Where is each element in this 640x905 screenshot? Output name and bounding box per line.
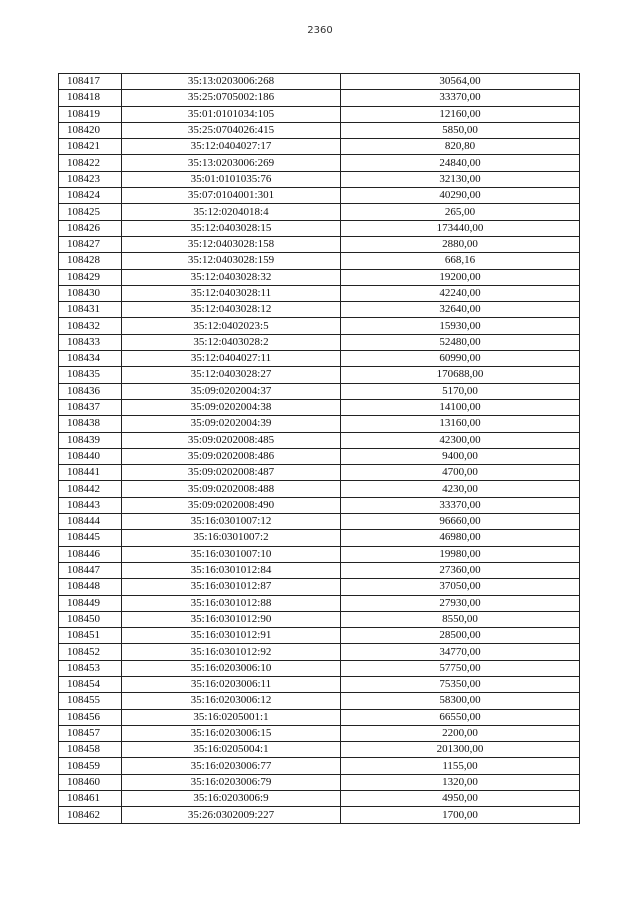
value-cell: 4700,00 bbox=[341, 465, 580, 481]
value-cell: 14100,00 bbox=[341, 399, 580, 415]
cadastral-number-cell: 35:16:0203006:10 bbox=[122, 660, 341, 676]
row-number-cell: 108418 bbox=[59, 90, 122, 106]
page-number: 2360 bbox=[307, 25, 333, 36]
cadastral-number-cell: 35:12:0403028:158 bbox=[122, 236, 341, 252]
cadastral-number-cell: 35:09:0202004:38 bbox=[122, 399, 341, 415]
value-cell: 32130,00 bbox=[341, 171, 580, 187]
row-number-cell: 108434 bbox=[59, 351, 122, 367]
value-cell: 19200,00 bbox=[341, 269, 580, 285]
row-number-cell: 108427 bbox=[59, 236, 122, 252]
table-row bbox=[59, 595, 580, 611]
table-row bbox=[59, 465, 580, 481]
table-row bbox=[59, 546, 580, 562]
table-row bbox=[59, 188, 580, 204]
cadastral-number-cell: 35:16:0301007:10 bbox=[122, 546, 341, 562]
value-cell: 24840,00 bbox=[341, 155, 580, 171]
cadastral-number-cell: 35:16:0203006:15 bbox=[122, 725, 341, 741]
table-row bbox=[59, 530, 580, 546]
row-number-cell: 108431 bbox=[59, 302, 122, 318]
cadastral-number-cell: 35:16:0203006:12 bbox=[122, 693, 341, 709]
value-cell: 13160,00 bbox=[341, 416, 580, 432]
value-cell: 265,00 bbox=[341, 204, 580, 220]
value-cell: 668,16 bbox=[341, 253, 580, 269]
cadastral-number-cell: 35:16:0203006:9 bbox=[122, 791, 341, 807]
cadastral-number-cell: 35:12:0402023:5 bbox=[122, 318, 341, 334]
table-row bbox=[59, 122, 580, 138]
cadastral-number-cell: 35:12:0403028:2 bbox=[122, 334, 341, 350]
row-number-cell: 108452 bbox=[59, 644, 122, 660]
value-cell: 30564,00 bbox=[341, 74, 580, 90]
value-cell: 32640,00 bbox=[341, 302, 580, 318]
value-cell: 8550,00 bbox=[341, 611, 580, 627]
cadastral-number-cell: 35:12:0403028:11 bbox=[122, 285, 341, 301]
table-row bbox=[59, 334, 580, 350]
value-cell: 96660,00 bbox=[341, 514, 580, 530]
row-number-cell: 108445 bbox=[59, 530, 122, 546]
cadastral-number-cell: 35:12:0403028:12 bbox=[122, 302, 341, 318]
cadastral-number-cell: 35:13:0203006:268 bbox=[122, 74, 341, 90]
cadastral-number-cell: 35:16:0301007:2 bbox=[122, 530, 341, 546]
row-number-cell: 108444 bbox=[59, 514, 122, 530]
value-cell: 33370,00 bbox=[341, 90, 580, 106]
row-number-cell: 108450 bbox=[59, 611, 122, 627]
row-number-cell: 108428 bbox=[59, 253, 122, 269]
row-number-cell: 108443 bbox=[59, 497, 122, 513]
row-number-cell: 108433 bbox=[59, 334, 122, 350]
value-cell: 1320,00 bbox=[341, 774, 580, 790]
table-row bbox=[59, 758, 580, 774]
table-row bbox=[59, 676, 580, 692]
value-cell: 2200,00 bbox=[341, 725, 580, 741]
value-cell: 820,80 bbox=[341, 139, 580, 155]
table-body bbox=[59, 74, 580, 824]
table-row bbox=[59, 725, 580, 741]
table-row bbox=[59, 644, 580, 660]
row-number-cell: 108459 bbox=[59, 758, 122, 774]
table-row bbox=[59, 383, 580, 399]
cadastral-number-cell: 35:16:0301012:84 bbox=[122, 562, 341, 578]
cadastral-number-cell: 35:16:0205001:1 bbox=[122, 709, 341, 725]
cadastral-number-cell: 35:07:0104001:301 bbox=[122, 188, 341, 204]
table-row bbox=[59, 302, 580, 318]
cadastral-number-cell: 35:12:0204018:4 bbox=[122, 204, 341, 220]
table-row bbox=[59, 285, 580, 301]
cadastral-number-cell: 35:09:0202008:485 bbox=[122, 432, 341, 448]
cadastral-number-cell: 35:16:0203006:79 bbox=[122, 774, 341, 790]
table-row bbox=[59, 791, 580, 807]
cadastral-number-cell: 35:16:0301012:92 bbox=[122, 644, 341, 660]
value-cell: 9400,00 bbox=[341, 448, 580, 464]
value-cell: 2880,00 bbox=[341, 236, 580, 252]
row-number-cell: 108460 bbox=[59, 774, 122, 790]
table-row bbox=[59, 416, 580, 432]
row-number-cell: 108440 bbox=[59, 448, 122, 464]
table-row bbox=[59, 90, 580, 106]
value-cell: 170688,00 bbox=[341, 367, 580, 383]
value-cell: 5170,00 bbox=[341, 383, 580, 399]
cadastral-number-cell: 35:12:0404027:17 bbox=[122, 139, 341, 155]
row-number-cell: 108438 bbox=[59, 416, 122, 432]
value-cell: 5850,00 bbox=[341, 122, 580, 138]
cadastral-number-cell: 35:12:0404027:11 bbox=[122, 351, 341, 367]
table-row bbox=[59, 448, 580, 464]
row-number-cell: 108455 bbox=[59, 693, 122, 709]
row-number-cell: 108442 bbox=[59, 481, 122, 497]
table-row bbox=[59, 318, 580, 334]
row-number-cell: 108439 bbox=[59, 432, 122, 448]
table-row bbox=[59, 709, 580, 725]
row-number-cell: 108451 bbox=[59, 628, 122, 644]
cadastral-number-cell: 35:16:0301012:87 bbox=[122, 579, 341, 595]
cadastral-number-cell: 35:09:0202008:488 bbox=[122, 481, 341, 497]
row-number-cell: 108461 bbox=[59, 791, 122, 807]
table-row bbox=[59, 106, 580, 122]
table-row bbox=[59, 139, 580, 155]
value-cell: 37050,00 bbox=[341, 579, 580, 595]
value-cell: 173440,00 bbox=[341, 220, 580, 236]
cadastral-number-cell: 35:16:0203006:77 bbox=[122, 758, 341, 774]
row-number-cell: 108426 bbox=[59, 220, 122, 236]
row-number-cell: 108454 bbox=[59, 676, 122, 692]
row-number-cell: 108432 bbox=[59, 318, 122, 334]
row-number-cell: 108446 bbox=[59, 546, 122, 562]
cadastral-number-cell: 35:09:0202008:490 bbox=[122, 497, 341, 513]
row-number-cell: 108421 bbox=[59, 139, 122, 155]
row-number-cell: 108456 bbox=[59, 709, 122, 725]
value-cell: 66550,00 bbox=[341, 709, 580, 725]
value-cell: 1700,00 bbox=[341, 807, 580, 823]
row-number-cell: 108447 bbox=[59, 562, 122, 578]
cadastral-number-cell: 35:12:0403028:32 bbox=[122, 269, 341, 285]
value-cell: 46980,00 bbox=[341, 530, 580, 546]
value-cell: 60990,00 bbox=[341, 351, 580, 367]
cadastral-number-cell: 35:16:0301012:90 bbox=[122, 611, 341, 627]
table-row bbox=[59, 253, 580, 269]
table-row bbox=[59, 269, 580, 285]
cadastral-number-cell: 35:09:0202004:37 bbox=[122, 383, 341, 399]
cadastral-value-table bbox=[58, 73, 580, 824]
table-row bbox=[59, 220, 580, 236]
cadastral-number-cell: 35:16:0205004:1 bbox=[122, 742, 341, 758]
row-number-cell: 108457 bbox=[59, 725, 122, 741]
value-cell: 12160,00 bbox=[341, 106, 580, 122]
value-cell: 1155,00 bbox=[341, 758, 580, 774]
table-row bbox=[59, 514, 580, 530]
cadastral-number-cell: 35:12:0403028:15 bbox=[122, 220, 341, 236]
row-number-cell: 108420 bbox=[59, 122, 122, 138]
table-row bbox=[59, 611, 580, 627]
cadastral-number-cell: 35:09:0202008:487 bbox=[122, 465, 341, 481]
value-cell: 42240,00 bbox=[341, 285, 580, 301]
table-row bbox=[59, 774, 580, 790]
table-row bbox=[59, 171, 580, 187]
value-cell: 27930,00 bbox=[341, 595, 580, 611]
cadastral-number-cell: 35:16:0301012:91 bbox=[122, 628, 341, 644]
value-cell: 33370,00 bbox=[341, 497, 580, 513]
table-row bbox=[59, 497, 580, 513]
table-row bbox=[59, 481, 580, 497]
value-cell: 27360,00 bbox=[341, 562, 580, 578]
table-row bbox=[59, 204, 580, 220]
table-row bbox=[59, 742, 580, 758]
row-number-cell: 108441 bbox=[59, 465, 122, 481]
row-number-cell: 108436 bbox=[59, 383, 122, 399]
value-cell: 4230,00 bbox=[341, 481, 580, 497]
row-number-cell: 108430 bbox=[59, 285, 122, 301]
row-number-cell: 108453 bbox=[59, 660, 122, 676]
row-number-cell: 108422 bbox=[59, 155, 122, 171]
cadastral-number-cell: 35:25:0704026:415 bbox=[122, 122, 341, 138]
cadastral-number-cell: 35:16:0301012:88 bbox=[122, 595, 341, 611]
row-number-cell: 108462 bbox=[59, 807, 122, 823]
row-number-cell: 108437 bbox=[59, 399, 122, 415]
value-cell: 58300,00 bbox=[341, 693, 580, 709]
cadastral-number-cell: 35:09:0202004:39 bbox=[122, 416, 341, 432]
row-number-cell: 108449 bbox=[59, 595, 122, 611]
table-row bbox=[59, 351, 580, 367]
cadastral-number-cell: 35:12:0403028:159 bbox=[122, 253, 341, 269]
value-cell: 34770,00 bbox=[341, 644, 580, 660]
table-row bbox=[59, 399, 580, 415]
value-cell: 15930,00 bbox=[341, 318, 580, 334]
value-cell: 201300,00 bbox=[341, 742, 580, 758]
row-number-cell: 108458 bbox=[59, 742, 122, 758]
table-row bbox=[59, 432, 580, 448]
value-cell: 57750,00 bbox=[341, 660, 580, 676]
row-number-cell: 108424 bbox=[59, 188, 122, 204]
row-number-cell: 108448 bbox=[59, 579, 122, 595]
table-row bbox=[59, 74, 580, 90]
row-number-cell: 108435 bbox=[59, 367, 122, 383]
value-cell: 40290,00 bbox=[341, 188, 580, 204]
row-number-cell: 108423 bbox=[59, 171, 122, 187]
cadastral-number-cell: 35:12:0403028:27 bbox=[122, 367, 341, 383]
value-cell: 28500,00 bbox=[341, 628, 580, 644]
cadastral-number-cell: 35:09:0202008:486 bbox=[122, 448, 341, 464]
cadastral-number-cell: 35:01:0101035:76 bbox=[122, 171, 341, 187]
cadastral-number-cell: 35:26:0302009:227 bbox=[122, 807, 341, 823]
row-number-cell: 108429 bbox=[59, 269, 122, 285]
row-number-cell: 108419 bbox=[59, 106, 122, 122]
cadastral-number-cell: 35:16:0203006:11 bbox=[122, 676, 341, 692]
value-cell: 75350,00 bbox=[341, 676, 580, 692]
table-row bbox=[59, 155, 580, 171]
cadastral-number-cell: 35:01:0101034:105 bbox=[122, 106, 341, 122]
table-row bbox=[59, 562, 580, 578]
cadastral-number-cell: 35:13:0203006:269 bbox=[122, 155, 341, 171]
row-number-cell: 108425 bbox=[59, 204, 122, 220]
table-row bbox=[59, 579, 580, 595]
value-cell: 42300,00 bbox=[341, 432, 580, 448]
table-row bbox=[59, 236, 580, 252]
table-row bbox=[59, 660, 580, 676]
cadastral-number-cell: 35:25:0705002:186 bbox=[122, 90, 341, 106]
cadastral-number-cell: 35:16:0301007:12 bbox=[122, 514, 341, 530]
table-row bbox=[59, 367, 580, 383]
value-cell: 4950,00 bbox=[341, 791, 580, 807]
table-row bbox=[59, 693, 580, 709]
value-cell: 19980,00 bbox=[341, 546, 580, 562]
table-row bbox=[59, 628, 580, 644]
table-row bbox=[59, 807, 580, 823]
value-cell: 52480,00 bbox=[341, 334, 580, 350]
row-number-cell: 108417 bbox=[59, 74, 122, 90]
